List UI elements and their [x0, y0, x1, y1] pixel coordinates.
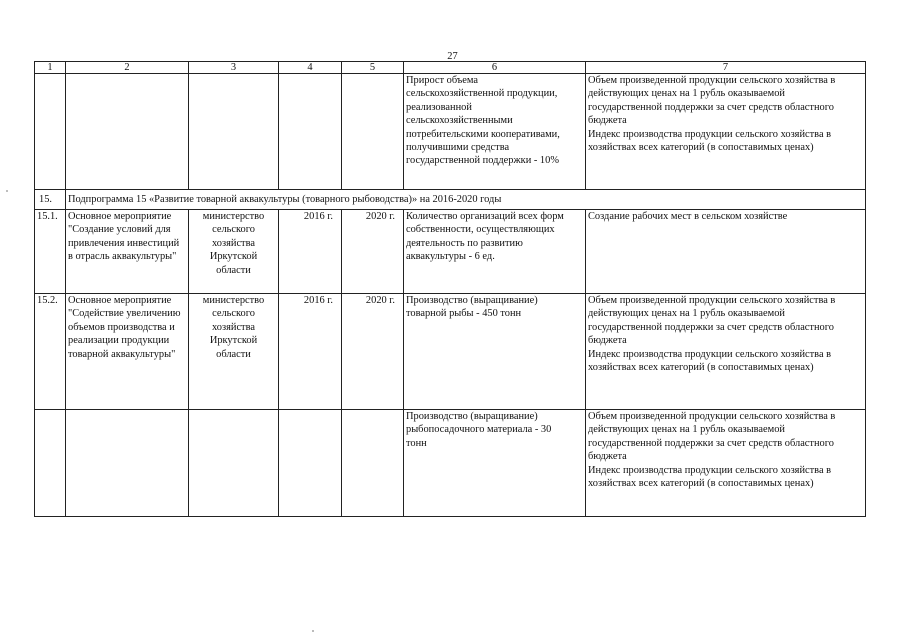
program-table	[34, 61, 866, 517]
indicator-line: Прирост объема	[406, 75, 478, 86]
cell-start-year: 2016 г.	[279, 210, 342, 294]
result-line: хозяйствах всех категорий (в сопоставимых ценах)	[588, 142, 814, 154]
cell-result	[586, 210, 866, 294]
result-line: Объем произведенной продукции сельского хозяйства в	[588, 411, 836, 422]
col-header-6: 6	[404, 62, 586, 74]
cell-number	[35, 410, 66, 517]
indicator-line: реализованной	[406, 101, 472, 113]
indicator-line: государственной поддержки - 10%	[406, 155, 559, 167]
table-row-15-2-continued	[35, 410, 866, 517]
column-number-row	[35, 62, 866, 74]
col-header-7: 7	[586, 62, 866, 74]
cell-executor	[189, 294, 279, 410]
subprogram-title: Подпрограмма 15 «Развитие товарной аквакультуры (товарного рыбоводства)» на 2016-2020 годы	[66, 190, 866, 210]
event-line: реализации продукции	[68, 335, 170, 347]
cell-start-year: 2016 г.	[279, 294, 342, 410]
result-line: хозяйствах всех категорий (в сопоставимых ценах)	[588, 478, 814, 490]
scan-speck	[6, 190, 8, 192]
indicator-line: сельскохозяйственными	[406, 115, 513, 127]
event-line: Основное мероприятие	[68, 295, 172, 306]
result-line: Создание рабочих мест в сельском хозяйстве	[588, 211, 788, 222]
cell-end-year	[342, 74, 404, 190]
result-line: действующих ценах на 1 рубль оказываемой	[588, 424, 785, 436]
cell-end-year: 2020 г.	[342, 210, 404, 294]
event-line: объемов производства и	[68, 321, 175, 333]
event-line: товарной аквакультуры"	[68, 348, 176, 360]
executor-line: области	[216, 348, 251, 360]
cell-event	[66, 74, 189, 190]
cell-event	[66, 410, 189, 517]
indicator-line: товарной рыбы - 450 тонн	[406, 308, 522, 320]
indicator-line: Производство (выращивание)	[406, 411, 538, 422]
indicator-line: рыбопосадочного материала - 30	[406, 424, 552, 436]
indicator-line: тонн	[406, 437, 427, 449]
result-line: государственной поддержки за счет средств областного	[588, 437, 834, 449]
indicator-line: аквакультуры - 6 ед.	[406, 251, 495, 263]
col-header-3: 3	[189, 62, 279, 74]
indicator-line: потребительскими кооперативами,	[406, 128, 560, 140]
result-line: государственной поддержки за счет средств областного	[588, 321, 834, 333]
result-line: бюджета	[588, 335, 627, 347]
indicator-line: получившими средства	[406, 142, 510, 154]
cell-executor	[189, 210, 279, 294]
event-line: в отрасль аквакультуры"	[68, 251, 177, 263]
indicator-line: деятельность по развитию	[406, 237, 523, 249]
subprogram-row	[35, 190, 866, 210]
cell-indicator	[404, 210, 586, 294]
cell-start-year	[279, 74, 342, 190]
table-row-continuation	[35, 74, 866, 190]
indicator-line: Производство (выращивание)	[406, 295, 538, 306]
cell-executor	[189, 410, 279, 517]
cell-result	[586, 294, 866, 410]
executor-line: Иркутской	[209, 251, 258, 263]
cell-result	[586, 410, 866, 517]
col-header-1: 1	[35, 62, 66, 74]
event-line: "Содействие увеличению	[68, 308, 181, 320]
executor-line: министерство	[202, 211, 265, 222]
event-line: Основное мероприятие	[68, 211, 172, 222]
result-line: действующих ценах на 1 рубль оказываемой	[588, 88, 785, 100]
executor-line: области	[216, 264, 251, 276]
result-line: бюджета	[588, 115, 627, 127]
col-header-4: 4	[279, 62, 342, 74]
cell-indicator	[404, 410, 586, 517]
cell-number: 15.2.	[35, 294, 66, 410]
result-line: действующих ценах на 1 рубль оказываемой	[588, 308, 785, 320]
cell-indicator	[404, 74, 586, 190]
executor-line: хозяйства	[212, 237, 255, 249]
result-line: бюджета	[588, 451, 627, 463]
result-line: Индекс производства продукции сельского хозяйства в	[588, 348, 832, 360]
cell-event	[66, 210, 189, 294]
executor-line: сельского	[212, 224, 255, 236]
result-line: Объем произведенной продукции сельского хозяйства в	[588, 75, 836, 86]
executor-line: сельского	[212, 308, 255, 320]
cell-executor	[189, 74, 279, 190]
col-header-2: 2	[66, 62, 189, 74]
cell-result	[586, 74, 866, 190]
cell-start-year	[279, 410, 342, 517]
cell-indicator	[404, 294, 586, 410]
indicator-line: Количество организаций всех форм	[406, 211, 564, 222]
executor-line: Иркутской	[209, 335, 258, 347]
cell-number: 15.1.	[35, 210, 66, 294]
indicator-line: собственности, осуществляющих	[406, 224, 555, 236]
col-header-5: 5	[342, 62, 404, 74]
result-line: Индекс производства продукции сельского хозяйства в	[588, 128, 832, 140]
table-row-15-1	[35, 210, 866, 294]
executor-line: министерство	[202, 295, 265, 306]
scan-speck	[312, 630, 314, 632]
page-number: 27	[447, 51, 458, 62]
event-line: "Создание условий для	[68, 224, 171, 236]
table-row-15-2	[35, 294, 866, 410]
event-line: привлечения инвестиций	[68, 237, 180, 249]
executor-line: хозяйства	[212, 321, 255, 333]
cell-end-year	[342, 410, 404, 517]
result-line: хозяйствах всех категорий (в сопоставимых ценах)	[588, 362, 814, 374]
indicator-line: сельскохозяйственной продукции,	[406, 88, 558, 100]
cell-end-year: 2020 г.	[342, 294, 404, 410]
subprogram-number: 15.	[35, 190, 66, 210]
result-line: Объем произведенной продукции сельского хозяйства в	[588, 295, 836, 306]
result-line: государственной поддержки за счет средств областного	[588, 101, 834, 113]
result-line: Индекс производства продукции сельского хозяйства в	[588, 464, 832, 476]
cell-number	[35, 74, 66, 190]
cell-event	[66, 294, 189, 410]
